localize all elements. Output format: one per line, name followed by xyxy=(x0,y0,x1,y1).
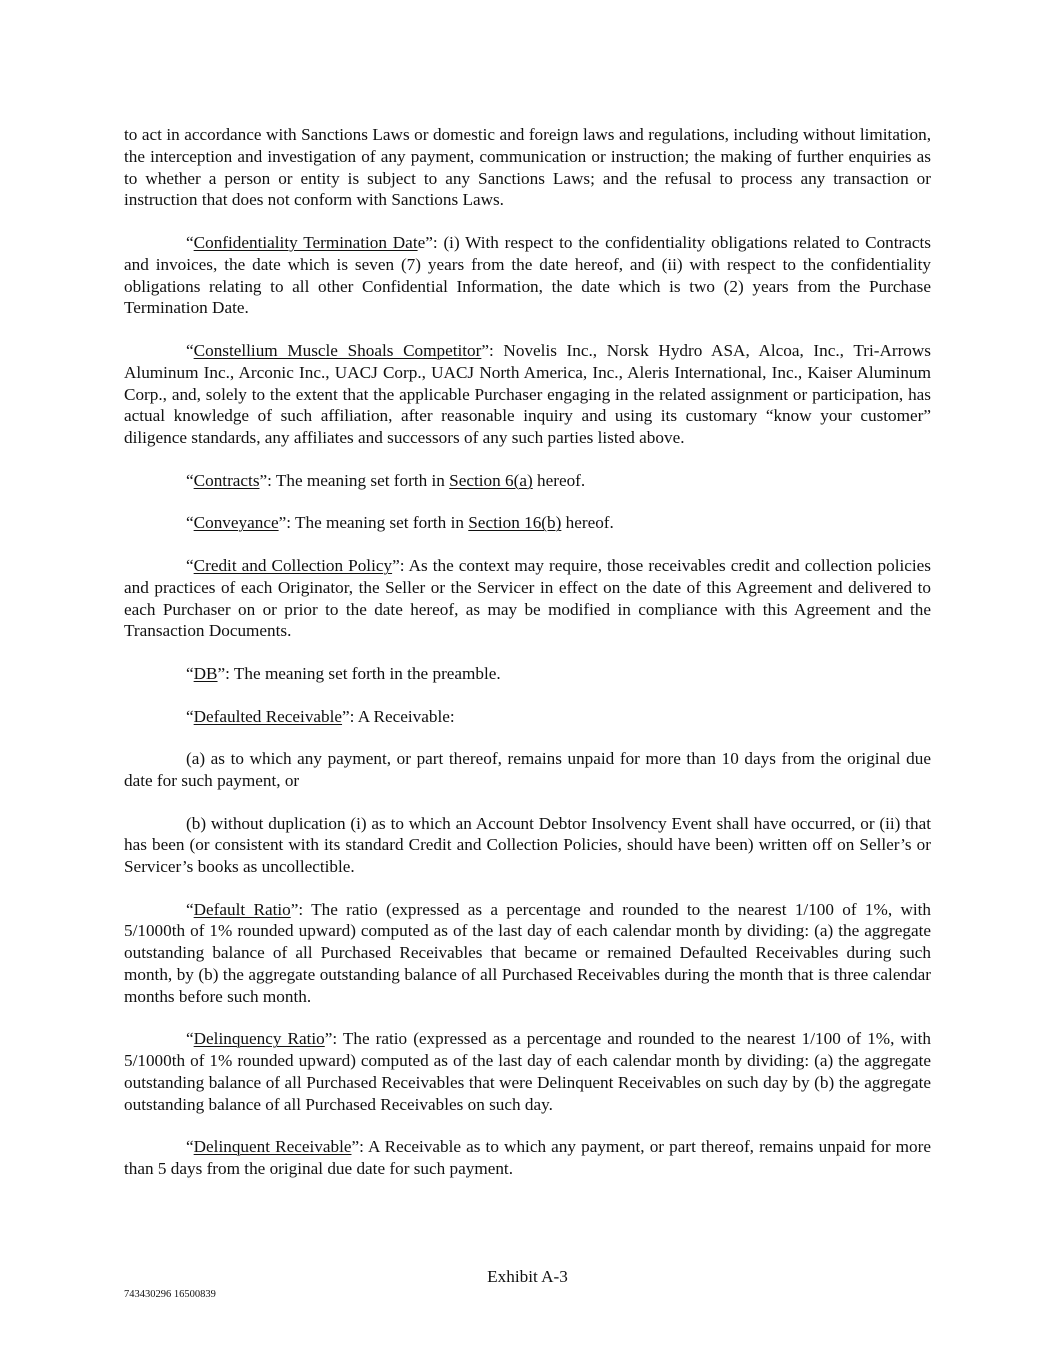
definition-text-end: hereof. xyxy=(532,470,586,490)
open-quote: “ xyxy=(186,555,194,575)
open-quote: “ xyxy=(186,1029,194,1049)
definition-text-end: hereof. xyxy=(561,513,614,533)
defined-term: Default Ratio xyxy=(193,899,291,919)
defined-term: Credit and Collection Policy xyxy=(193,555,393,575)
definition-text: ”: The ratio (expressed as a percentage and rounded to the nearest 1/100 of 1%, with 5/1000th of 1% rounded upward) computed as of the last day of each calendar month by dividing: (a) the aggregate outstanding balance of all Purchased Receivables that became or remained Defaulted Receivables during such month, by (b) the aggregate outstanding balance of all Purchased Receivables during the month that is three calendar months before such month. xyxy=(124,899,931,1006)
defined-term: Contracts xyxy=(193,470,260,490)
defaulted-receivable-clause-b: (b) without duplication (i) as to which an Account Debtor Insolvency Event shall have occurred, or (ii) that has been (or consistent with its standard Credit and Collection Policies, should have been) written off on Seller’s or Servicer’s books as uncollectible. xyxy=(124,813,931,877)
exhibit-page-label: Exhibit A-3 xyxy=(487,1267,568,1286)
definition-text: ”: Novelis Inc., Norsk Hydro ASA, Alcoa, Inc., Tri-Arrows Aluminum Inc., Arconic Inc., UACJ Corp., UACJ North America, Inc., Aleris International, Inc., Kaiser Aluminum Corp., and, solely to the extent that the applicable Purchaser engaging in the related assignment or participation, has actual knowledge of such affiliation, after reasonable inquiry and using its customary “know your customer” diligence standards, any affiliates and successors of any such parties listed above. xyxy=(124,340,931,448)
definition-conveyance xyxy=(124,512,931,534)
defined-term: Delinquency Ratio xyxy=(193,1029,325,1049)
definition-text: ”: The ratio (expressed as a percentage and rounded to the nearest 1/100 of 1%, with 5/1000th of 1% rounded upward) computed as of the last day of each calendar month by dividing: (a) the aggregate outstanding balance of all Purchased Receivables that were Delinquent Receivables on such day by (b) the aggregate outstanding balance of all Purchased Receivables on such day. xyxy=(124,1029,931,1114)
defined-term: Conveyance xyxy=(193,513,279,533)
open-quote: “ xyxy=(186,470,194,490)
definition-text: ”: The meaning set forth in xyxy=(259,470,450,490)
definition-contracts xyxy=(124,470,931,492)
section-reference: Section 6(a) xyxy=(449,470,533,490)
definition-text: ”: A Receivable as to which any payment, or part thereof, remains unpaid for more than 5 days from the original due date for such payment. xyxy=(124,1137,931,1179)
defined-term: Constellium Muscle Shoals Competitor xyxy=(193,340,482,360)
definition-text: e”: (i) With respect to the confidentiality obligations related to Contracts and invoices, the date which is seven (7) years from the date hereof, and (ii) with respect to the confidentiality obligations relating to all other Confidential Information, the date which is two (2) years from the Purchase Termination Date. xyxy=(124,232,931,318)
open-quote: “ xyxy=(186,232,194,252)
definition-text: ”: As the context may require, those receivables credit and collection policies and practices of each Originator, the Seller or the Servicer in effect on the date of this Agreement and delivered to each Purchaser on or prior to the date hereof, as may be modified in compliance with this Agreement and the Transaction Documents. xyxy=(124,555,931,641)
open-quote: “ xyxy=(186,340,194,360)
document-id: 743430296 16500839 xyxy=(124,1289,216,1300)
definition-delinquent-receivable xyxy=(124,1136,931,1180)
definition-credit-collection-policy xyxy=(124,555,931,642)
open-quote: “ xyxy=(186,706,194,726)
definition-text: ”: A Receivable: xyxy=(342,706,455,726)
definition-constellium-competitor xyxy=(124,340,931,449)
defined-term: Defaulted Receivable xyxy=(193,706,343,726)
defined-term: DB xyxy=(193,663,218,683)
definition-defaulted-receivable xyxy=(124,706,931,728)
defined-term: Confidentiality Termination Dat xyxy=(193,232,418,252)
definition-default-ratio xyxy=(124,899,931,1008)
definition-delinquency-ratio xyxy=(124,1028,931,1115)
definition-db xyxy=(124,663,931,685)
defined-term: Delinquent Receivable xyxy=(193,1137,352,1157)
open-quote: “ xyxy=(186,1137,194,1157)
definition-text: ”: The meaning set forth in the preamble. xyxy=(217,663,501,683)
definition-text: ”: The meaning set forth in xyxy=(278,513,469,533)
open-quote: “ xyxy=(186,663,194,683)
open-quote: “ xyxy=(186,513,194,533)
paragraph-sanctions-continuation: to act in accordance with Sanctions Laws or domestic and foreign laws and regulations, including without limitation, the interception and investigation of any payment, communication or instruction; the making of further enquiries as to whether a person or entity is subject to any Sanctions Laws; and the refusal to process any transaction or instruction that does not conform with Sanctions Laws. xyxy=(124,125,931,210)
defaulted-receivable-clause-a: (a) as to which any payment, or part thereof, remains unpaid for more than 10 days from the original due date for such payment, or xyxy=(124,749,931,790)
definition-confidentiality-termination-date xyxy=(124,232,931,319)
open-quote: “ xyxy=(186,899,194,919)
document-body xyxy=(124,124,931,1201)
section-reference: Section 16(b) xyxy=(468,513,562,533)
